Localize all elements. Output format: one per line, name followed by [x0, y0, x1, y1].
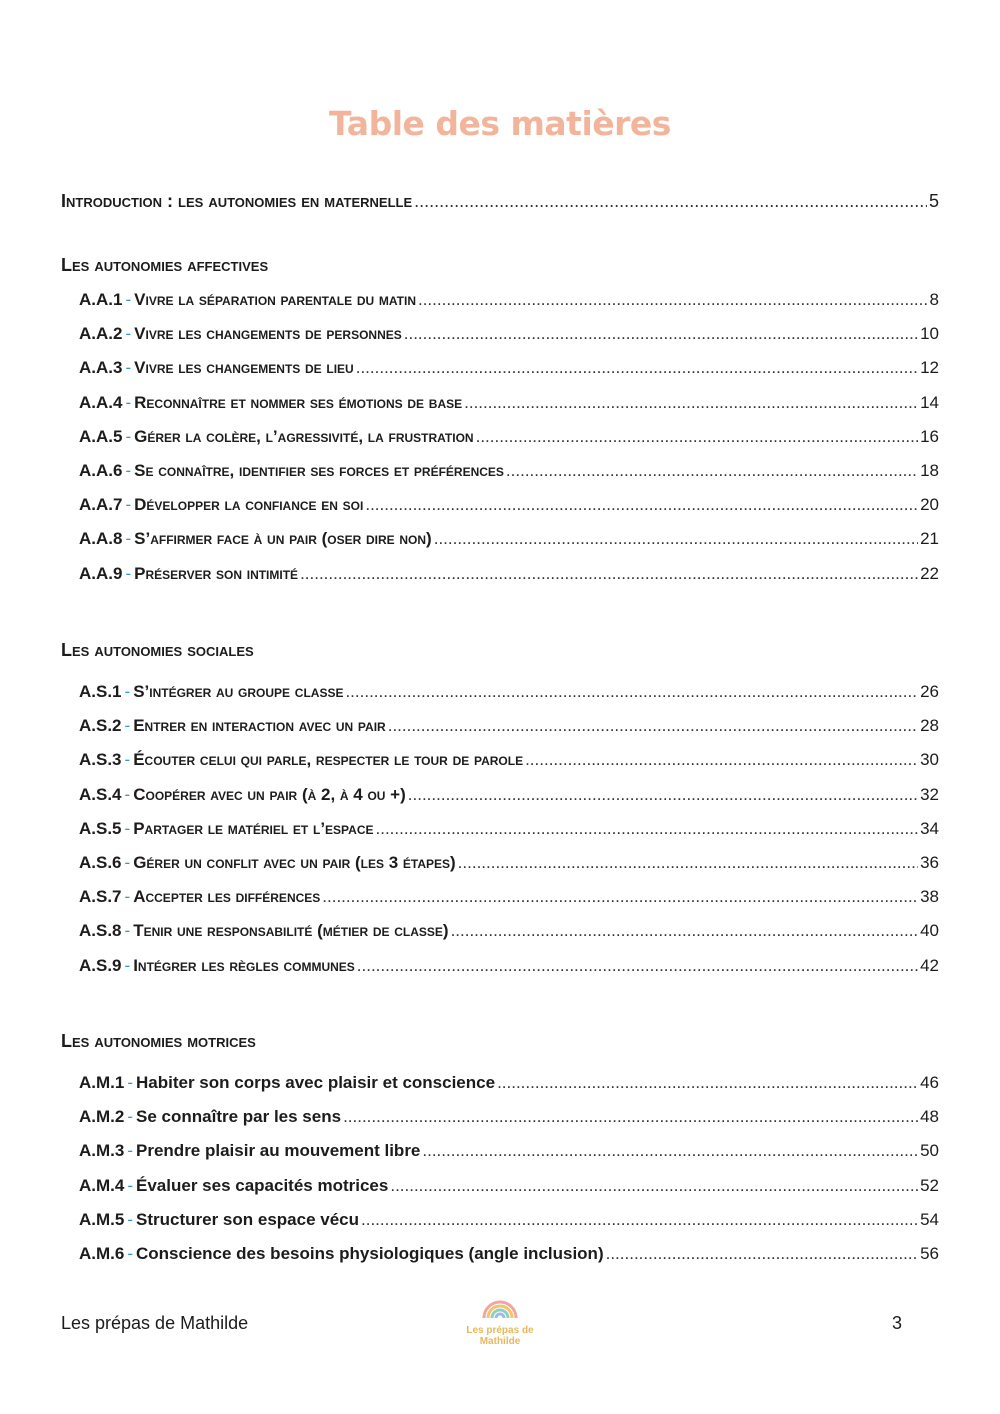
toc-entry-separator: - [127, 1141, 134, 1161]
toc-entry-code: A.S.7 [79, 887, 122, 907]
section-heading: Les autonomies sociales [61, 640, 254, 660]
toc-entry-separator: - [124, 682, 131, 701]
toc-entry-separator: - [125, 426, 132, 446]
toc-entry-separator: - [127, 1175, 134, 1195]
toc-entry-separator: - [125, 563, 132, 583]
toc-entry-page: 28 [920, 716, 939, 736]
logo-text: Les prépas de Mathilde [466, 1325, 534, 1347]
toc-entry-separator: - [124, 818, 131, 838]
dot-leader [357, 956, 918, 976]
dot-leader [414, 191, 927, 212]
toc-entry-introduction[interactable] [61, 191, 939, 212]
toc-entry-page: 21 [920, 529, 939, 549]
toc-entry-code: A.A.8 [79, 529, 123, 549]
toc-entry-label: Entrer en interaction avec un pair [133, 716, 386, 736]
dot-leader [345, 682, 918, 702]
toc-entry[interactable] [79, 529, 939, 549]
toc-entry-separator: - [125, 495, 132, 515]
toc-entry[interactable] [79, 716, 939, 736]
toc-entry-label: Se connaître, identifier ses forces et préférences [134, 461, 504, 480]
toc-entry-label: Conscience des besoins physiologiques (angle inclusion) [136, 1244, 604, 1263]
section-heading: Les autonomies motrices [61, 1031, 256, 1051]
dot-leader [422, 1141, 918, 1161]
toc-entry-label: Vivre les changements de lieu [134, 358, 354, 378]
toc-entry-label: Tenir une responsabilité (métier de classe) [133, 921, 449, 941]
toc-entry-page: 5 [928, 191, 939, 211]
dot-leader [476, 427, 918, 447]
toc-entry-page: 34 [920, 818, 939, 838]
toc-entry-label: Structurer son espace vécu [136, 1209, 359, 1229]
page-title: Table des matières [329, 104, 671, 143]
toc-entry[interactable] [79, 921, 939, 941]
toc-entry-code: A.M.4 [79, 1175, 125, 1195]
toc-entry-page: 30 [920, 750, 939, 770]
toc-entry-page: 56 [920, 1244, 939, 1263]
toc-entry-code: A.A.2 [79, 324, 123, 344]
toc-entry-label: Préserver son intimité [134, 563, 299, 583]
toc-entry-page: 26 [920, 682, 939, 701]
toc-entry-separator: - [125, 461, 132, 480]
dot-leader [458, 853, 918, 873]
toc-entry[interactable] [79, 358, 939, 378]
toc-entry[interactable] [79, 682, 939, 702]
dot-leader [322, 887, 918, 907]
toc-entry-page: 40 [920, 921, 939, 941]
dot-leader [390, 1176, 918, 1196]
toc-entry[interactable] [79, 819, 939, 839]
toc-entry-label: Vivre les changements de personnes [134, 324, 402, 344]
toc-entry-code: A.A.4 [79, 392, 123, 412]
toc-entry-code: A.A.1 [79, 290, 123, 309]
dot-leader [343, 1107, 918, 1127]
toc-entry-label: S’affirmer face à un pair (oser dire non) [134, 529, 432, 549]
toc-entry[interactable] [79, 393, 939, 413]
toc-entry-separator: - [127, 1244, 134, 1263]
toc-entry-separator: - [125, 529, 132, 549]
section-heading: Les autonomies affectives [61, 255, 269, 275]
toc-entry[interactable] [79, 887, 939, 907]
toc-entry-label: Vivre la séparation parentale du matin [134, 290, 416, 309]
toc-entry-separator: - [124, 853, 131, 872]
toc-entry-page: 22 [920, 563, 939, 583]
footer-page-number: 3 [892, 1313, 903, 1333]
toc-entry-page: 48 [920, 1107, 939, 1127]
toc-entry[interactable] [79, 1073, 939, 1093]
toc-entry[interactable] [79, 290, 939, 310]
dot-leader [300, 564, 918, 584]
toc-entry[interactable] [79, 427, 939, 447]
toc-entry-page: 46 [920, 1073, 939, 1092]
toc-entry-separator: - [124, 921, 131, 941]
dot-leader [408, 785, 918, 805]
toc-entry-page: 38 [920, 887, 939, 907]
toc-entry[interactable] [79, 1244, 939, 1264]
toc-entry-code: A.M.3 [79, 1141, 125, 1161]
dot-leader [418, 290, 928, 310]
toc-entry-separator: - [124, 955, 131, 975]
toc-entry-label: Gérer un conflit avec un pair (les 3 étapes) [133, 853, 456, 872]
toc-entry-code: A.S.1 [79, 682, 122, 701]
toc-entry-page: 16 [920, 426, 939, 446]
dot-leader [464, 393, 918, 413]
toc-entry[interactable] [79, 1107, 939, 1127]
toc-entry-label: Prendre plaisir au mouvement libre [136, 1141, 421, 1161]
toc-entry-label: Écouter celui qui parle, respecter le tour de parole [133, 750, 524, 770]
dot-leader [451, 921, 919, 941]
toc-entry-code: A.A.3 [79, 358, 123, 378]
toc-entry-page: 10 [920, 324, 939, 344]
toc-entry-separator: - [127, 1073, 134, 1092]
dot-leader [606, 1244, 918, 1264]
toc-entry-separator: - [124, 784, 131, 804]
toc-entry-page: 50 [920, 1141, 939, 1161]
toc-entry-page: 42 [920, 955, 939, 975]
toc-entry-separator: - [125, 392, 132, 412]
brand-logo [462, 1298, 538, 1348]
toc-entry[interactable] [79, 564, 939, 584]
toc-entry-label: Évaluer ses capacités motrices [136, 1175, 389, 1195]
toc-entry[interactable] [79, 1176, 939, 1196]
toc-entry-code: A.M.5 [79, 1209, 125, 1229]
dot-leader [404, 324, 918, 344]
toc-entry-label: Développer la confiance en soi [134, 495, 364, 515]
toc-entry-code: A.S.2 [79, 716, 122, 736]
dot-leader [434, 529, 918, 549]
toc-entry-code: A.A.5 [79, 426, 123, 446]
dot-leader [506, 461, 918, 481]
toc-entry-separator: - [127, 1209, 134, 1229]
toc-entry-separator: - [124, 750, 131, 770]
toc-entry-label: Partager le matériel et l’espace [133, 818, 374, 838]
dot-leader [525, 750, 918, 770]
toc-entry-label: Coopérer avec un pair (à 2, à 4 ou +) [133, 784, 406, 804]
toc-entry-code: A.S.8 [79, 921, 122, 941]
toc-entry-page: 52 [920, 1175, 939, 1195]
toc-entry[interactable] [79, 853, 939, 873]
toc-entry-label: Accepter les différences [133, 887, 321, 907]
toc-entry-code: A.M.1 [79, 1073, 125, 1092]
toc-entry-label: Habiter son corps avec plaisir et conscience [136, 1073, 496, 1092]
toc-entry-label: Reconnaître et nommer ses émotions de base [134, 392, 463, 412]
toc-entry-code: A.A.9 [79, 563, 123, 583]
toc-entry-label: S’intégrer au groupe classe [133, 682, 344, 701]
toc-entry[interactable] [79, 495, 939, 515]
toc-entry-page: 14 [920, 392, 939, 412]
dot-leader [388, 716, 918, 736]
rainbow-icon [480, 1298, 520, 1320]
toc-entry-code: A.S.5 [79, 818, 122, 838]
toc-entry[interactable] [79, 750, 939, 770]
toc-entry-page: 36 [920, 853, 939, 872]
toc-entry-code: A.M.2 [79, 1107, 125, 1127]
toc-entry-code: A.A.6 [79, 461, 123, 480]
toc-entry-code: A.M.6 [79, 1244, 125, 1263]
toc-entry-page: 12 [920, 358, 939, 378]
toc-entry-code: A.A.7 [79, 495, 123, 515]
toc-entry[interactable] [79, 785, 939, 805]
dot-leader [361, 1210, 918, 1230]
toc-entry-label: Intégrer les règles communes [133, 955, 355, 975]
toc-entry[interactable] [79, 324, 939, 344]
toc-entry-label: Gérer la colère, l’agressivité, la frustration [134, 426, 474, 446]
toc-entry-code: A.S.9 [79, 955, 122, 975]
toc-entry-label: Introduction : les autonomies en maternelle [61, 191, 413, 211]
toc-entry-separator: - [125, 324, 132, 344]
toc-entry[interactable] [79, 956, 939, 976]
toc-entry-page: 32 [920, 784, 939, 804]
dot-leader [497, 1073, 918, 1093]
toc-entry-code: A.S.6 [79, 853, 122, 872]
toc-entry[interactable] [79, 1141, 939, 1161]
toc-entry-page: 20 [920, 495, 939, 515]
toc-entry[interactable] [79, 1210, 939, 1230]
footer-left-text: Les prépas de Mathilde [61, 1313, 249, 1333]
toc-entry-page: 54 [920, 1209, 939, 1229]
toc-entry-separator: - [125, 290, 132, 309]
toc-entry-page: 8 [929, 290, 939, 309]
toc-entry[interactable] [79, 461, 939, 481]
toc-entry-code: A.S.3 [79, 750, 122, 770]
dot-leader [365, 495, 918, 515]
dot-leader [376, 819, 919, 839]
toc-entry-label: Se connaître par les sens [136, 1107, 342, 1127]
toc-entry-code: A.S.4 [79, 784, 122, 804]
toc-entry-separator: - [124, 887, 131, 907]
toc-entry-separator: - [125, 358, 132, 378]
toc-entry-separator: - [127, 1107, 134, 1127]
toc-entry-page: 18 [920, 461, 939, 480]
dot-leader [356, 358, 918, 378]
toc-entry-separator: - [124, 716, 131, 736]
